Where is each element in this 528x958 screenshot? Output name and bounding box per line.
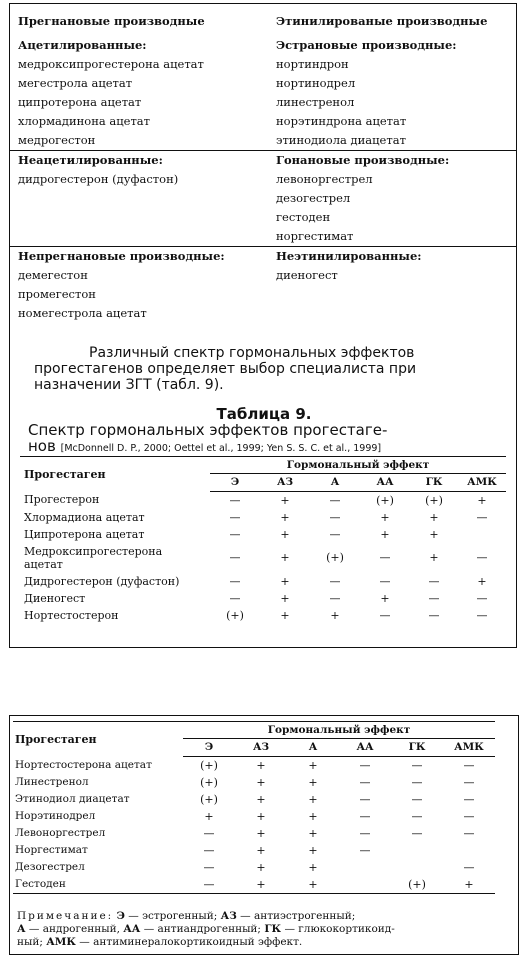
paragraph-line: прогестагенов определяет выбор специалиста при	[34, 361, 417, 377]
table-row	[20, 543, 506, 573]
cell-value: —	[359, 843, 371, 857]
cell-value	[339, 859, 391, 876]
cell-value: —	[411, 775, 423, 789]
subheading-nonethinylated: Неэтинилированные:	[276, 249, 422, 263]
table-row	[13, 774, 495, 791]
note-abbr: АЗ	[220, 910, 237, 922]
group-acetylated	[10, 36, 268, 151]
cell-value: +	[380, 591, 390, 605]
table-row	[13, 876, 495, 894]
list-item: дезогестрел	[276, 191, 351, 205]
cell-value: +	[280, 527, 290, 541]
classification-table	[10, 4, 516, 323]
row-name-line: ацетат	[24, 557, 63, 571]
note-def: — эстрогенный;	[124, 910, 221, 922]
cell-value: +	[429, 527, 439, 541]
cell-value: —	[329, 527, 341, 541]
cell-value: —	[359, 775, 371, 789]
cell-value: (+)	[376, 493, 394, 507]
code-header: АА	[339, 739, 391, 757]
cell-value: —	[476, 551, 488, 564]
row-name: Прогестерон	[24, 493, 100, 507]
table-note	[17, 910, 507, 949]
code-header: Э	[210, 474, 260, 492]
list-item: хлормадинона ацетат	[18, 114, 151, 128]
note-abbr: Э	[116, 910, 125, 922]
group-estrane	[268, 36, 516, 151]
cell-value: +	[256, 809, 266, 823]
table-row	[13, 859, 495, 876]
cell-value: —	[379, 608, 391, 622]
cell-value: (+)	[425, 493, 443, 507]
cell-value: +	[308, 826, 318, 840]
table-row	[20, 526, 506, 543]
table-row	[13, 791, 495, 808]
paragraph-line: Различный спектр гормональных эффектов	[89, 345, 415, 361]
cell-value: —	[463, 826, 475, 840]
cell-value: +	[330, 608, 340, 622]
cell-value: +	[280, 510, 290, 524]
row-name: Норгестимат	[15, 844, 88, 856]
cell-value: —	[229, 527, 241, 541]
subheading-acetylated: Ацетилированные:	[18, 38, 147, 52]
table-row	[13, 842, 495, 859]
list-item: ципротерона ацетат	[18, 95, 142, 109]
cell-value: +	[256, 758, 266, 772]
note-abbr: АА	[123, 923, 141, 935]
cell-value: —	[463, 792, 475, 806]
table-row	[13, 808, 495, 825]
heading-ethinylated: Этинилированые производные	[276, 14, 488, 28]
cell-value: —	[379, 551, 391, 564]
cell-value: —	[183, 876, 235, 894]
row-name	[20, 543, 210, 573]
subheading-nonpregnane: Непрегнановые производные:	[18, 249, 225, 263]
list-item: мегестрола ацетат	[18, 76, 133, 90]
cell-value: —	[463, 758, 475, 772]
row-name: Этинодиол диацетат	[15, 793, 130, 805]
note-def: — антиэстрогенный;	[236, 910, 356, 922]
col-header-progestagen: Прогестаген	[13, 722, 183, 757]
cell-value: +	[477, 574, 487, 588]
group-gonane	[268, 151, 516, 247]
cell-value: +	[380, 510, 390, 524]
cell-value: (+)	[200, 758, 218, 772]
subheading-gonane: Гонановые производные:	[276, 153, 450, 167]
cell-value: —	[463, 775, 475, 789]
list-item: нортинодрел	[276, 76, 356, 90]
code-header: АА	[360, 474, 410, 492]
table-row	[13, 756, 495, 774]
cell-value: —	[359, 792, 371, 806]
cell-value: —	[463, 809, 475, 823]
cell-value: +	[308, 860, 318, 874]
cell-value: —	[428, 608, 440, 622]
list-item: левоноргестрел	[276, 172, 373, 186]
subheading-estrane: Эстрановые производные:	[276, 38, 457, 52]
cell-value: +	[280, 551, 290, 564]
list-item: дидрогестерон (дуфастон)	[18, 172, 179, 186]
col-header-progestagen: Прогестаген	[20, 457, 210, 492]
cell-value: +	[308, 809, 318, 823]
caption-line: нов	[28, 437, 56, 455]
cell-value: —	[229, 574, 241, 588]
table9	[20, 456, 506, 624]
cell-value: (+)	[200, 792, 218, 806]
cell-value: +	[280, 574, 290, 588]
list-item: нортиндрон	[276, 57, 349, 71]
table9-caption	[28, 422, 508, 457]
cell-value	[391, 859, 443, 876]
note-label: Примечание:	[17, 910, 114, 922]
cell-value: +	[256, 860, 266, 874]
subheading-nonacetylated: Неацетилированные:	[18, 153, 163, 167]
code-header: АЗ	[235, 739, 287, 757]
row-name: Нортестостерона ацетат	[15, 758, 152, 771]
cell-value: +	[308, 775, 318, 789]
table10	[13, 721, 495, 894]
cell-value: —	[229, 493, 241, 507]
caption-line: Спектр гормональных эффектов прогестаге-	[28, 421, 388, 439]
cell-value: —	[229, 551, 241, 564]
note-abbr: АМК	[46, 936, 76, 948]
code-header: А	[287, 739, 339, 757]
table-row	[20, 590, 506, 607]
note-abbr: ГК	[264, 923, 282, 935]
table-row	[20, 607, 506, 624]
cell-value: +	[477, 493, 487, 507]
row-name: Диеногест	[24, 591, 86, 605]
note-def: — антиминералокортикоидный эффект.	[75, 936, 303, 948]
cell-value: +	[256, 826, 266, 840]
table-row	[20, 509, 506, 526]
group-nonpregnane	[10, 247, 268, 324]
row-name: Линестренол	[15, 776, 89, 788]
group-nonethinylated	[268, 247, 516, 324]
list-item: норгестимат	[276, 229, 354, 243]
cell-value: —	[329, 574, 341, 588]
caption-reference: [McDonnell D. P., 2000; Oettel et al., 1999; Yen S. S. C. et al., 1999]	[60, 443, 382, 454]
code-header: АМК	[458, 474, 506, 492]
cell-value: +	[443, 876, 495, 894]
cell-value: +	[308, 843, 318, 857]
cell-value: —	[203, 843, 215, 857]
cell-value: —	[428, 591, 440, 605]
note-abbr: А	[17, 923, 26, 935]
code-header: А	[310, 474, 360, 492]
cell-value: +	[280, 493, 290, 507]
col-header-effect: Гормональный эффект	[183, 722, 495, 739]
heading-pregnane: Прегнановые производные	[18, 14, 205, 28]
table-row	[20, 491, 506, 509]
cell-value: +	[204, 809, 214, 823]
cell-value: (+)	[391, 876, 443, 894]
note-def: — андрогенный,	[25, 923, 124, 935]
cell-value: +	[256, 775, 266, 789]
row-name: Левоноргестрел	[15, 827, 106, 839]
table9-title: Таблица 9.	[216, 405, 312, 423]
cell-value: (+)	[326, 551, 344, 564]
row-name: Дидрогестерон (дуфастон)	[24, 574, 180, 588]
cell-value: (+)	[200, 775, 218, 789]
cell-value: +	[235, 876, 287, 894]
list-item: гестоден	[276, 210, 331, 224]
list-item: диеногест	[276, 268, 338, 282]
list-item: демегестон	[18, 268, 88, 282]
table-row	[13, 825, 495, 842]
cell-value: —	[411, 758, 423, 772]
cell-value: —	[463, 860, 475, 874]
code-header: Э	[183, 739, 235, 757]
cell-value	[391, 842, 443, 859]
cell-value: —	[379, 574, 391, 588]
col-header-effect: Гормональный эффект	[210, 457, 506, 474]
cell-value: —	[359, 809, 371, 823]
code-header: АМК	[443, 739, 495, 757]
note-def: — антиандрогенный;	[140, 923, 265, 935]
row-name-line: Медроксипрогестерона	[24, 544, 163, 558]
cell-value: —	[476, 510, 488, 524]
row-name: Ципротерона ацетат	[24, 527, 145, 541]
cell-value: —	[476, 591, 488, 605]
list-item: номегестрола ацетат	[18, 306, 147, 320]
cell-value: —	[229, 510, 241, 524]
cell-value: —	[359, 758, 371, 772]
cell-value: —	[329, 493, 341, 507]
cell-value: —	[203, 826, 215, 840]
cell-value: —	[476, 608, 488, 622]
row-name: Хлормадиона ацетат	[24, 510, 145, 524]
cell-value: —	[229, 591, 241, 605]
code-header: ГК	[410, 474, 458, 492]
paragraph-line: назначении ЗГТ (табл. 9).	[34, 377, 224, 393]
cell-value: —	[359, 826, 371, 840]
row-name: Гестоден	[13, 876, 183, 894]
group-nonacetylated	[10, 151, 268, 247]
cell-value: —	[203, 860, 215, 874]
cell-value	[339, 876, 391, 894]
cell-value: +	[256, 792, 266, 806]
note-def: — глюкокортикоид-	[281, 923, 395, 935]
cell-value: +	[429, 551, 439, 564]
cell-value: —	[329, 510, 341, 524]
list-item: медрогестон	[18, 133, 96, 147]
classification-frame	[9, 3, 517, 648]
row-name: Дезогестрел	[15, 861, 85, 873]
row-name: Нортестостерон	[24, 608, 119, 622]
body-paragraph	[34, 345, 509, 393]
code-header: АЗ	[260, 474, 310, 492]
cell-value	[458, 526, 506, 543]
list-item: медроксипрогестерона ацетат	[18, 57, 204, 71]
cell-value: —	[411, 809, 423, 823]
list-item: линестренол	[276, 95, 355, 109]
table-row	[20, 573, 506, 590]
note-def: ный;	[17, 936, 47, 948]
cell-value: —	[329, 591, 341, 605]
row-name: Норэтинодрел	[15, 810, 96, 822]
code-header: ГК	[391, 739, 443, 757]
cell-value: —	[411, 792, 423, 806]
list-item: этинодиола диацетат	[276, 133, 406, 147]
cell-value: +	[308, 792, 318, 806]
cell-value: (+)	[226, 608, 244, 622]
cell-value: +	[429, 510, 439, 524]
cell-value: +	[287, 876, 339, 894]
list-item: норэтиндрона ацетат	[276, 114, 407, 128]
cell-value: —	[428, 574, 440, 588]
cell-value: +	[380, 527, 390, 541]
cell-value: +	[280, 591, 290, 605]
cell-value: +	[308, 758, 318, 772]
cell-value	[443, 842, 495, 859]
list-item: промегестон	[18, 287, 96, 301]
cell-value: —	[411, 826, 423, 840]
table10-frame	[9, 715, 519, 955]
cell-value: +	[256, 843, 266, 857]
cell-value: +	[280, 608, 290, 622]
